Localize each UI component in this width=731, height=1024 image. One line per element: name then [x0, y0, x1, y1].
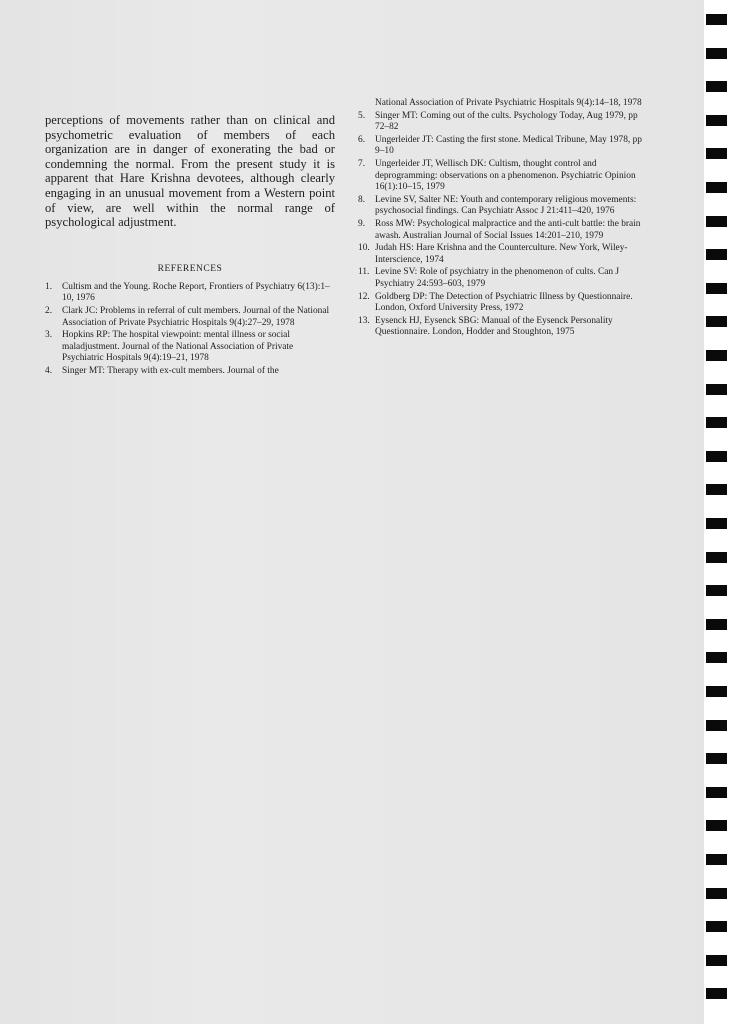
- binding-hole: [706, 988, 727, 999]
- binding-hole: [706, 518, 727, 529]
- binding-hole: [706, 249, 727, 260]
- reference-number: 6.: [358, 134, 366, 145]
- binding-hole: [706, 216, 727, 227]
- reference-text: Levine SV: Role of psychiatry in the phenomenon of cults. Can J Psychiatry 24:593–603, 1979: [375, 267, 620, 289]
- binding-hole: [706, 652, 727, 663]
- reference-number: 7.: [358, 158, 366, 169]
- reference-item: [45, 366, 335, 378]
- reference-text: Cultism and the Young. Roche Report, Frontiers of Psychiatry 6(13):1–10, 1976: [62, 281, 330, 304]
- references-heading: REFERENCES: [157, 263, 223, 274]
- reference-text: Singer MT: Coming out of the cults. Psychology Today, Aug 1979, pp 72–82: [375, 110, 638, 133]
- reference-number: 12.: [358, 291, 370, 302]
- reference-text: Levine SV, Salter NE: Youth and contemporary religious movements: psychosocial findings. Can Psychiatr Assoc J 21:411–420, 1976: [375, 194, 637, 217]
- binding-hole: [706, 955, 727, 966]
- reference-number: 2.: [45, 305, 53, 316]
- reference-item: [358, 316, 652, 339]
- reference-item: [358, 195, 652, 218]
- reference-text: Judah HS: Hare Krishna and the Counterculture. New York, Wiley-Interscience, 1974: [375, 243, 628, 265]
- reference-number: 1.: [45, 281, 53, 292]
- binding-hole: [706, 148, 727, 159]
- binding-hole: [706, 384, 727, 395]
- references-list-right: [358, 98, 652, 339]
- binding-hole: [706, 585, 727, 596]
- reference-text: Clark JC: Problems in referral of cult members. Journal of the National Association of Private Psychiatric Hospitals 9(4):27–29, 1978: [62, 305, 330, 328]
- binding-hole: [706, 619, 727, 630]
- binding-hole: [706, 820, 727, 831]
- binding-hole: [706, 417, 727, 428]
- binding-hole: [706, 451, 727, 462]
- reference-item: [358, 243, 652, 266]
- reference-number: 10.: [358, 243, 370, 254]
- reference-number: 4.: [45, 365, 53, 376]
- binding-hole: [706, 787, 727, 798]
- binding-hole: [706, 316, 727, 327]
- reference-number: 9.: [358, 218, 366, 229]
- reference-text: Ungerleider JT: Casting the first stone. Medical Tribune, May 1978, pp 9–10: [375, 134, 642, 157]
- reference-number: 11.: [358, 267, 370, 278]
- reference-item: [45, 306, 335, 329]
- reference-item: [358, 267, 652, 290]
- binding-hole: [706, 484, 727, 495]
- reference-item: [358, 219, 652, 242]
- binding-hole: [706, 888, 727, 899]
- reference-item: [358, 159, 652, 194]
- reference-text: National Association of Private Psychiatric Hospitals 9(4):14–18, 1978: [375, 98, 642, 108]
- binding-hole: [706, 283, 727, 294]
- left-column: [45, 113, 335, 379]
- right-column: [358, 98, 652, 340]
- binding-hole: [706, 14, 727, 25]
- reference-continuation: [358, 98, 652, 110]
- binding-hole: [706, 81, 727, 92]
- reference-number: 5.: [358, 110, 366, 121]
- binding-hole: [706, 48, 727, 59]
- reference-item: [358, 135, 652, 158]
- binding-hole: [706, 552, 727, 563]
- reference-text: Ross MW: Psychological malpractice and the anti-cult battle: the brain awash. Australian Journal of Social Issues 14:201–210, 1979: [375, 218, 641, 241]
- reference-text: Ungerleider JT, Wellisch DK: Cultism, thought control and deprogramming: observations on a phenomenon. Psychiatric Opinion 16(1):10–15, 1979: [375, 158, 636, 193]
- reference-item: [358, 111, 652, 134]
- reference-item: [45, 282, 335, 305]
- reference-text: Singer MT: Therapy with ex-cult members. Journal of the: [62, 365, 279, 376]
- binding-hole: [706, 720, 727, 731]
- reference-number: 13.: [358, 315, 370, 326]
- reference-number: 8.: [358, 194, 366, 205]
- binding-hole: [706, 350, 727, 361]
- body-paragraph: perceptions of movements rather than on clinical and psychometric evaluation of members of each organization are in danger of exonerating the bad or condemning the normal. From the present study it is apparent that Hare Krishna devotees, although clearly engaging in an unusual movement from a Western point of view, are well within the normal range of psychological adjustment.: [45, 113, 335, 230]
- reference-item: [358, 292, 652, 315]
- reference-text: Hopkins RP: The hospital viewpoint: mental illness or social maladjustment. Journal of the National Association of Private Psychiatric Hospitals 9(4):19–21, 1978: [62, 330, 294, 364]
- binding-hole: [706, 686, 727, 697]
- binding-hole: [706, 753, 727, 764]
- reference-item: [45, 330, 335, 365]
- reference-text: Eysenck HJ, Eysenck SBG: Manual of the Eysenck Personality Questionnaire. London, Hodder and Stoughton, 1975: [375, 315, 613, 338]
- binding-hole: [706, 115, 727, 126]
- binding-hole: [706, 854, 727, 865]
- binding-hole: [706, 921, 727, 932]
- references-list-left: [45, 282, 335, 378]
- binding-hole: [706, 182, 727, 193]
- reference-text: Goldberg DP: The Detection of Psychiatric Illness by Questionnaire. London, Oxford University Press, 1972: [375, 291, 633, 314]
- reference-number: 3.: [45, 330, 53, 341]
